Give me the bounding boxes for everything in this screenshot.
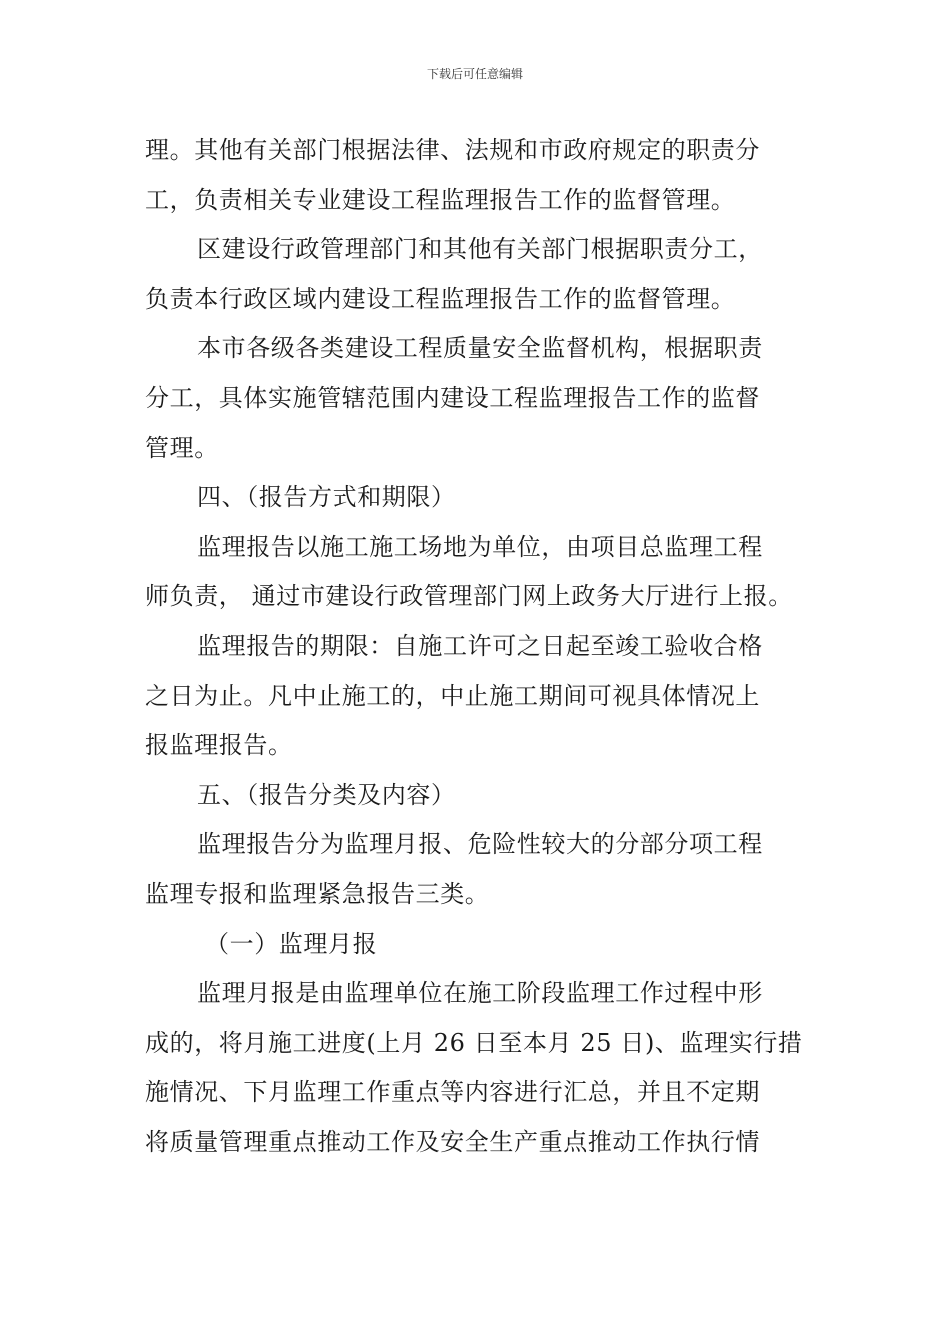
text-line: 监理报告以施工施工场地为单位，由项目总监理工程 — [197, 532, 763, 561]
text-line: 工，负责相关专业建设工程监理报告工作的监督管理。 — [145, 185, 736, 214]
text-line: 本市各级各类建设工程质量安全监督机构，根据职责 — [197, 334, 763, 363]
text-line: 管理。 — [145, 433, 219, 462]
text-line: 成的，将月施工进度(上月 26 日至本月 25 日)、监理实行措 — [145, 1028, 803, 1057]
section-heading: 四、（报告方式和期限） — [197, 483, 456, 512]
text-line: 监理专报和监理紧急报告三类。 — [145, 879, 490, 908]
text-line: 分工，具体实施管辖范围内建设工程监理报告工作的监督 — [145, 383, 760, 412]
subsection-heading: （一）监理月报 — [205, 929, 378, 958]
text-line: 监理报告的期限：自施工许可之日起至竣工验收合格 — [197, 631, 763, 660]
text-line: 负责本行政区域内建设工程监理报告工作的监督管理。 — [145, 284, 736, 313]
text-line: 师负责， 通过市建设行政管理部门网上政务大厅进行上报。 — [145, 582, 793, 611]
body-text — [145, 126, 810, 1167]
text-line: 之日为止。凡中止施工的，中止施工期间可视具体情况上 — [145, 681, 760, 710]
section-heading: 五、（报告分类及内容） — [197, 780, 456, 809]
text-line: 施情况、下月监理工作重点等内容进行汇总，并且不定期 — [145, 1078, 760, 1107]
text-line: 将质量管理重点推动工作及安全生产重点推动工作执行情 — [145, 1127, 760, 1156]
text-line: 监理报告分为监理月报、危险性较大的分部分项工程 — [197, 830, 763, 859]
text-line: 区建设行政管理部门和其他有关部门根据职责分工， — [197, 235, 763, 264]
text-line: 报监理报告。 — [145, 731, 293, 760]
text-line: 理。其他有关部门根据法律、法规和市政府规定的职责分 — [145, 136, 760, 164]
page-header: 下载后可任意编辑 — [426, 67, 523, 81]
text-line: 监理月报是由监理单位在施工阶段监理工作过程中形 — [197, 979, 763, 1008]
